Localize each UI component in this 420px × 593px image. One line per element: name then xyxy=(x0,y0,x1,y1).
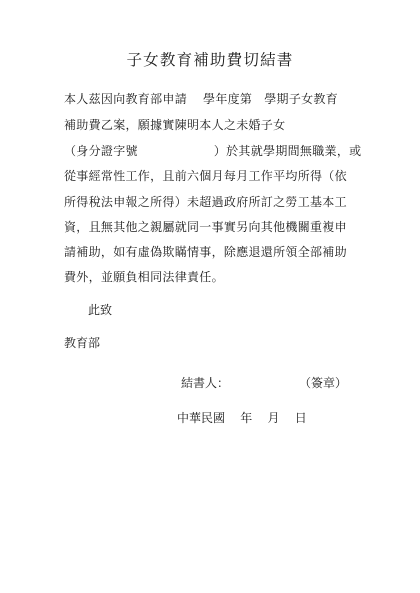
body-line-3 xyxy=(64,143,361,159)
body-line-3-part-a: （身分證字號 xyxy=(64,144,138,158)
body-line-1-part-b: 學年度第 xyxy=(203,92,253,106)
recipient: 教育部 xyxy=(64,336,101,350)
body-line-6: 資，且無其他之親屬就同一事實另向其他機關重複申 xyxy=(64,220,347,234)
body-line-3-part-b: ）於其就學期間無職業，或 xyxy=(213,144,362,158)
body-line-5: 所得稅法申報之所得）未超過政府所訂之勞工基本工 xyxy=(64,195,347,209)
seal-label: （簽章） xyxy=(299,376,348,390)
document-title: 子女教育補助費切結書 xyxy=(126,51,294,69)
body-line-1-part-a: 本人茲因向教育部申請 xyxy=(64,92,188,106)
body-line-8: 費外，並願負相同法律責任。 xyxy=(64,270,224,284)
closing-salutation: 此致 xyxy=(88,303,113,317)
body-line-7: 請補助，如有虛偽欺瞞情事，除應退還所領全部補助 xyxy=(64,245,347,259)
date-line: 中華民國 年 月 日 xyxy=(177,411,307,425)
body-line-4: 從事經常性工作，且前六個月每月工作平均所得（依 xyxy=(64,169,347,183)
signer-label: 結書人： xyxy=(181,376,230,390)
body-line-1 xyxy=(64,91,338,107)
body-line-2: 補助費乙案，願據實陳明本人之未婚子女 xyxy=(64,118,286,132)
body-line-1-part-c: 學期子女教育 xyxy=(264,92,339,106)
